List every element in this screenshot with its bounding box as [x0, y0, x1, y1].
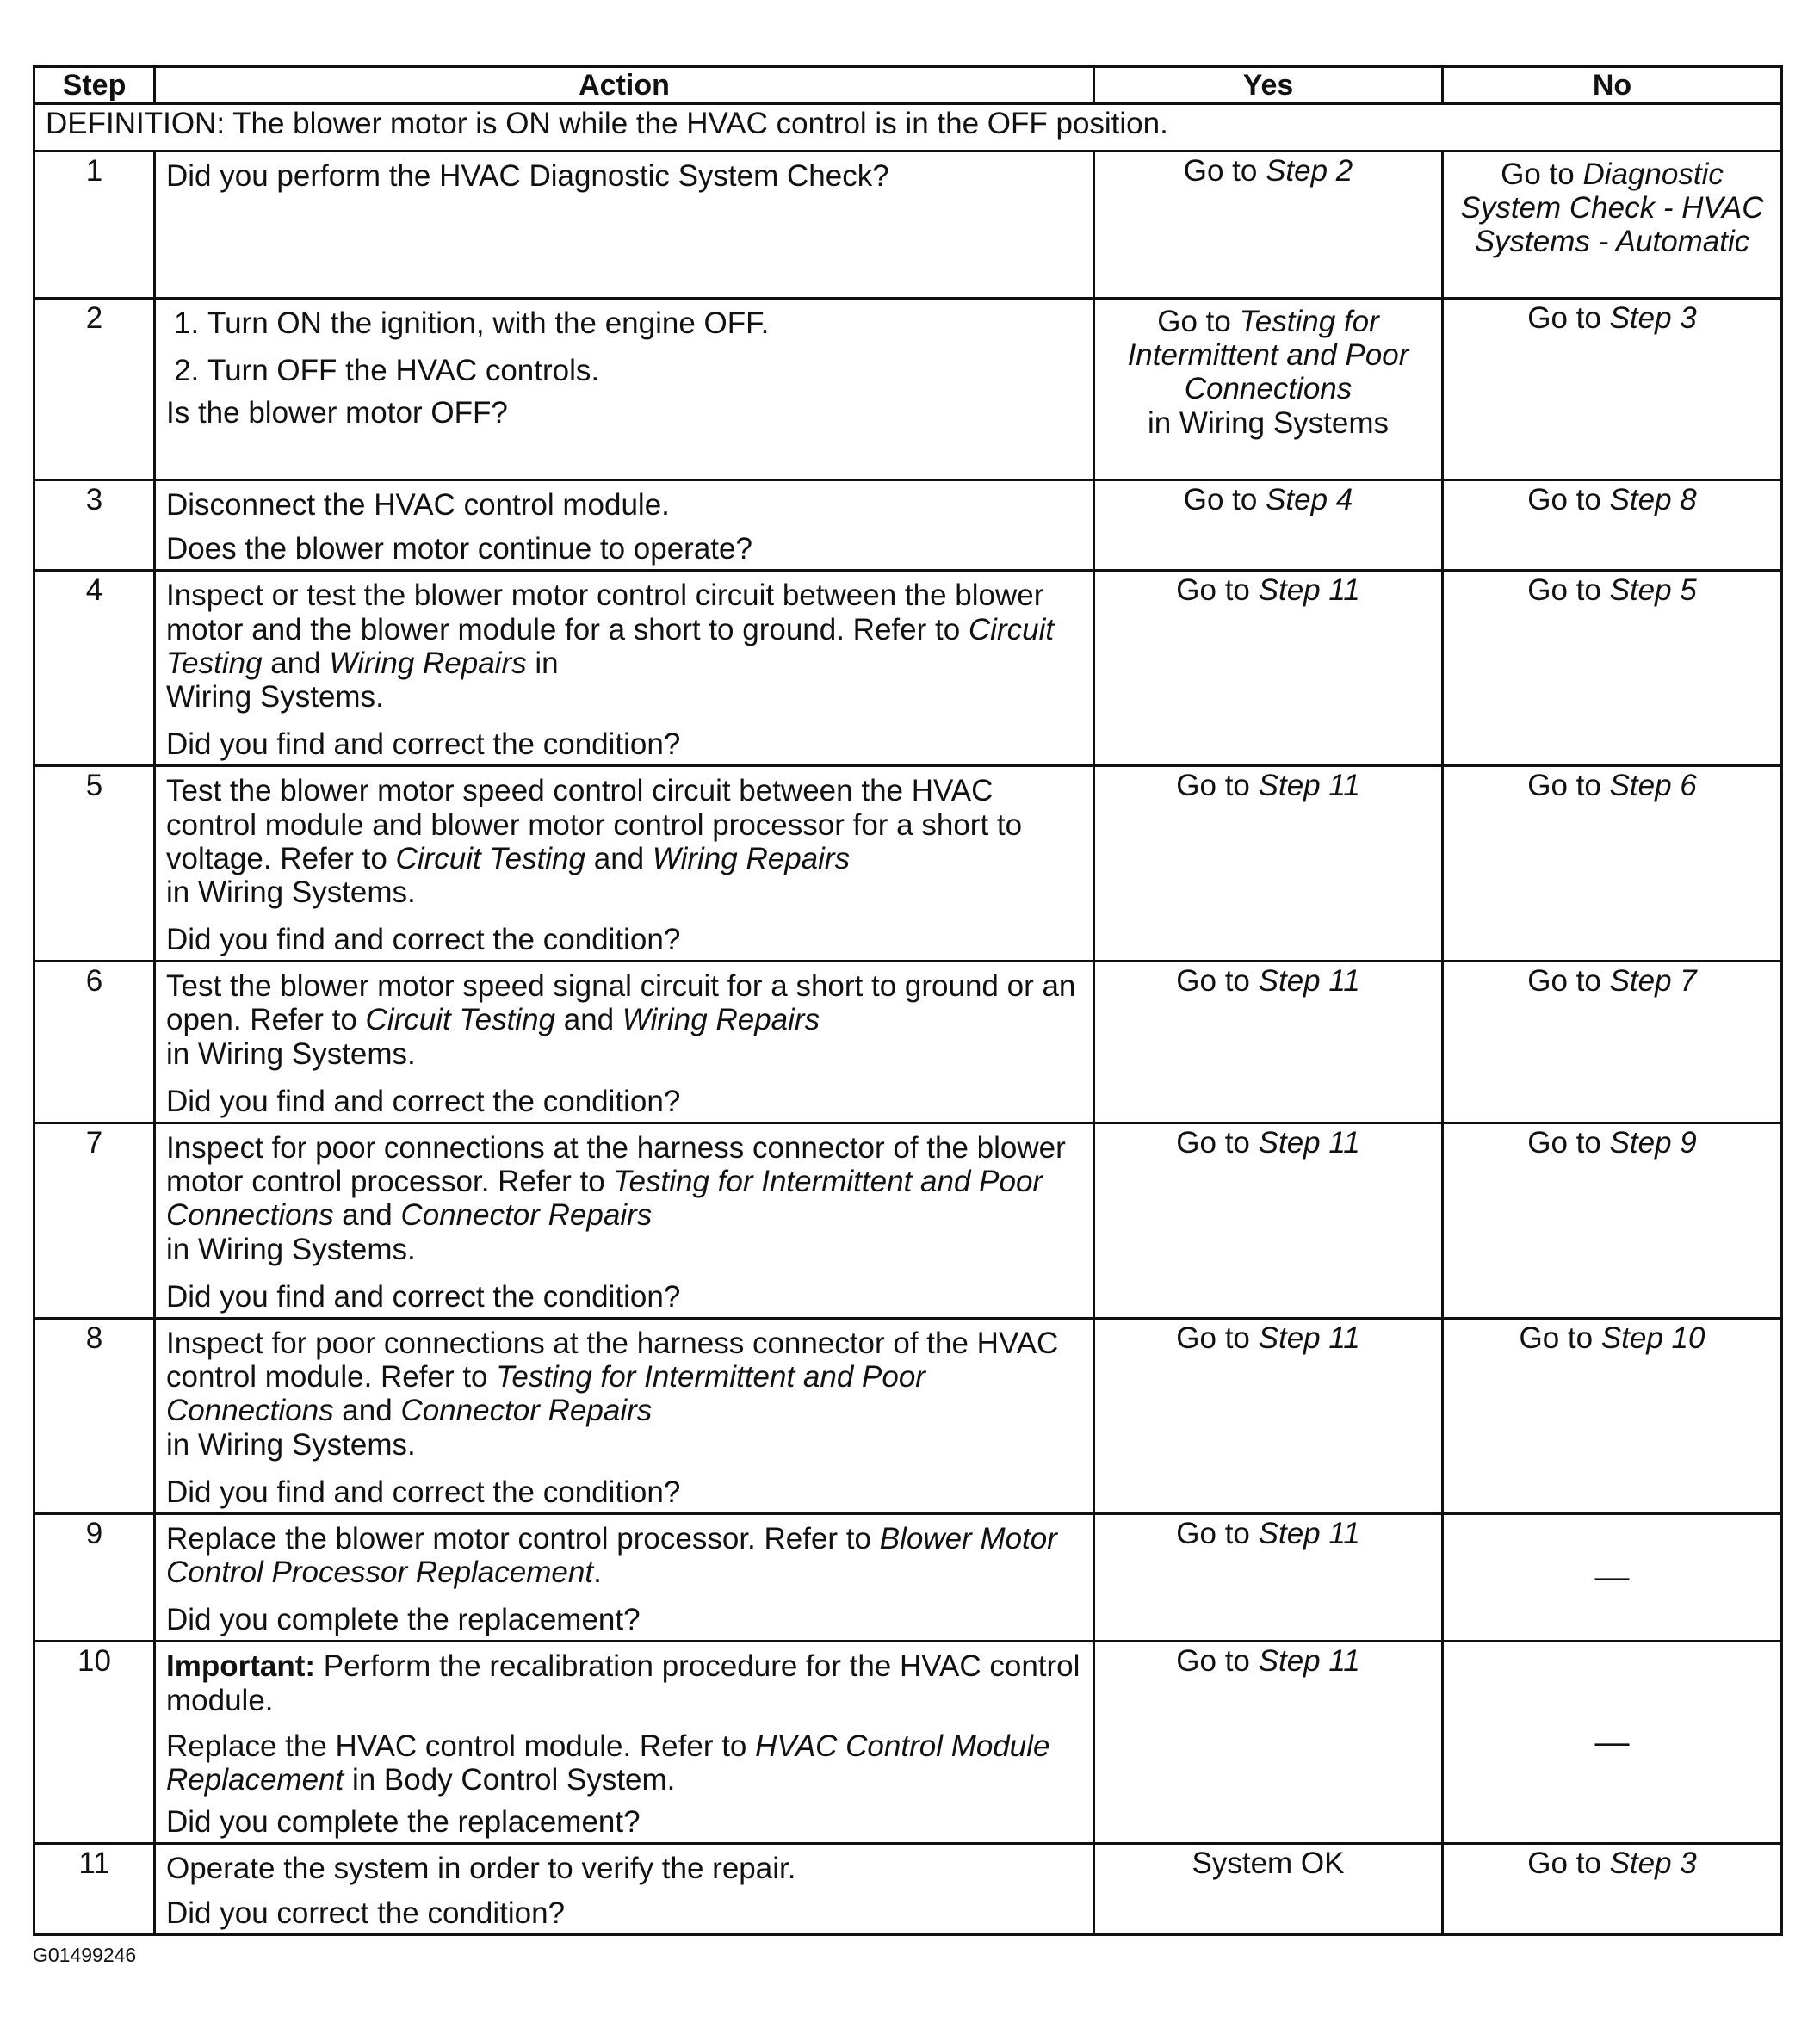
table-row: [34, 299, 1782, 480]
action-cell: [155, 962, 1094, 1123]
no-cell: [1443, 962, 1782, 1123]
action-text-b: and: [333, 1198, 401, 1233]
action-cell: [155, 1844, 1094, 1934]
action-text-a: Test the blower motor speed signal circuit for a short to ground or an open. Refer to: [166, 969, 1076, 1037]
action-text-a: Inspect for poor connections at the harness connector of the blower motor control processor. Refer to: [166, 1131, 1066, 1199]
reference-link[interactable]: HVAC Control Module Replacement: [166, 1729, 1050, 1797]
yes-prefix: Go to: [1176, 769, 1259, 803]
figure-id: G01499246: [33, 1944, 137, 1966]
table-row: [34, 1318, 1782, 1513]
yes-cell: [1094, 480, 1443, 571]
no-link[interactable]: Step 3: [1609, 1846, 1697, 1881]
table-row: [34, 571, 1782, 766]
action-text: [166, 774, 1082, 909]
yes-link[interactable]: Step 11: [1258, 1516, 1360, 1550]
action-text-b: and: [262, 646, 330, 680]
action-list: [166, 306, 1082, 387]
yes-link[interactable]: Step 11: [1258, 573, 1360, 608]
action-text: [166, 1729, 1082, 1797]
no-cell: [1443, 571, 1782, 766]
reference-link[interactable]: Circuit Testing: [365, 1003, 556, 1037]
yes-link[interactable]: Step 2: [1266, 154, 1353, 188]
important-note: [166, 1649, 1082, 1716]
reference-link[interactable]: Testing for Intermittent and Poor Connections: [166, 1360, 925, 1428]
action-text-b: in Body Control System.: [344, 1763, 676, 1797]
no-cell: [1443, 1318, 1782, 1513]
reference-link[interactable]: Circuit Testing: [166, 612, 1055, 680]
yes-suffix: in Wiring Systems: [1147, 405, 1390, 440]
header-step: Step: [34, 67, 155, 104]
no-cell: —: [1443, 1513, 1782, 1642]
important-text: Perform the recalibration procedure for the HVAC control module.: [166, 1649, 1080, 1717]
action-text-a: Inspect or test the blower motor control circuit between the blower motor and the blower module for a short to ground. Refer to: [166, 578, 1044, 646]
step-number: 2: [34, 299, 155, 480]
yes-link[interactable]: Step 4: [1266, 483, 1353, 516]
action-cell: [155, 1513, 1094, 1642]
header-no: No: [1443, 67, 1782, 104]
table-row: [34, 1844, 1782, 1934]
no-link[interactable]: Step 6: [1609, 769, 1697, 803]
table-row: [34, 1513, 1782, 1642]
yes-link[interactable]: Step 11: [1258, 1321, 1360, 1355]
table-row: [34, 962, 1782, 1123]
yes-cell: [1094, 962, 1443, 1123]
no-cell: [1443, 766, 1782, 962]
step-number: 10: [34, 1642, 155, 1844]
yes-prefix: Go to: [1176, 573, 1259, 608]
action-cell: [155, 1123, 1094, 1319]
yes-cell: [1094, 1513, 1443, 1642]
yes-cell: [1094, 299, 1443, 480]
action-cell: [155, 152, 1094, 299]
table-row: [34, 1123, 1782, 1319]
no-prefix: Go to: [1527, 769, 1610, 803]
action-text-d: Wiring Systems.: [166, 679, 384, 714]
yes-cell: [1094, 1318, 1443, 1513]
no-link[interactable]: Step 5: [1609, 573, 1697, 608]
action-text: [166, 1522, 1082, 1589]
no-cell: [1443, 152, 1782, 299]
no-prefix: Go to: [1527, 964, 1610, 999]
no-cell: [1443, 299, 1782, 480]
action-question: Is the blower motor OFF?: [166, 396, 508, 430]
yes-prefix: Go to: [1176, 1516, 1259, 1550]
no-cell: [1443, 1123, 1782, 1319]
action-text: Operate the system in order to verify the repair.: [166, 1852, 796, 1886]
action-question: Did you correct the condition?: [166, 1896, 566, 1930]
action-question: Did you find and correct the condition?: [166, 1084, 681, 1118]
header-action: Action: [155, 67, 1094, 104]
table-row: [34, 1642, 1782, 1844]
step-number: 3: [34, 480, 155, 571]
action-text-d: in Wiring Systems.: [166, 1036, 416, 1071]
no-link[interactable]: Step 3: [1609, 301, 1697, 335]
no-link[interactable]: Step 7: [1609, 964, 1697, 999]
action-text: Disconnect the HVAC control module.: [166, 488, 670, 522]
yes-cell: [1094, 571, 1443, 766]
yes-link[interactable]: Step 11: [1258, 769, 1360, 803]
action-cell: [155, 766, 1094, 962]
action-text-b: and: [585, 841, 653, 875]
step-number: 4: [34, 571, 155, 766]
reference-link[interactable]: Wiring Repairs: [652, 841, 851, 875]
step-number: 1: [34, 152, 155, 299]
yes-cell: [1094, 152, 1443, 299]
action-text-d: in Wiring Systems.: [166, 1427, 416, 1462]
action-question: Did you perform the HVAC Diagnostic System Check?: [166, 159, 889, 193]
no-link[interactable]: Step 10: [1600, 1321, 1705, 1355]
yes-cell: [1094, 1123, 1443, 1319]
header-yes: Yes: [1094, 67, 1443, 104]
step-number: 8: [34, 1318, 155, 1513]
no-prefix: Go to: [1527, 573, 1610, 608]
step-number: 11: [34, 1844, 155, 1934]
action-question: Does the blower motor continue to operate?: [166, 532, 752, 566]
action-text-a: Replace the blower motor control processor. Refer to: [166, 1521, 880, 1556]
no-prefix: Go to: [1527, 1846, 1610, 1881]
table-row: [34, 152, 1782, 299]
step-number: 7: [34, 1123, 155, 1319]
step-number: 5: [34, 766, 155, 962]
yes-cell: [1094, 766, 1443, 962]
action-cell: [155, 1642, 1094, 1844]
action-question: Did you find and correct the condition?: [166, 923, 681, 957]
yes-link[interactable]: Testing for Intermittent and Poor Connections: [1127, 305, 1409, 406]
reference-link[interactable]: Connector Repairs: [400, 1394, 653, 1428]
action-text-a: Replace the HVAC control module. Refer to: [166, 1729, 756, 1763]
yes-prefix: Go to: [1157, 305, 1240, 338]
step-number: 6: [34, 962, 155, 1123]
action-question: Did you complete the replacement?: [166, 1603, 641, 1637]
action-text: [166, 578, 1082, 714]
action-cell: [155, 1318, 1094, 1513]
definition-row: [34, 104, 1782, 152]
action-text-b: .: [593, 1556, 602, 1590]
no-link[interactable]: Diagnostic System Check - HVAC Systems - Automatic: [1460, 158, 1764, 259]
action-text-d: in Wiring Systems.: [166, 875, 416, 909]
yes-prefix: Go to: [1183, 154, 1266, 188]
definition-text: DEFINITION: The blower motor is ON while the HVAC control is in the OFF position.: [34, 104, 1782, 152]
reference-link[interactable]: Wiring Repairs: [329, 646, 527, 680]
table-header-row: [34, 67, 1782, 104]
list-item: 1. Turn ON the ignition, with the engine OFF.: [207, 306, 1082, 340]
action-question: Did you find and correct the condition?: [166, 727, 681, 762]
no-prefix: Go to: [1519, 1321, 1601, 1355]
action-cell: [155, 299, 1094, 480]
table-row: [34, 480, 1782, 571]
step-number: 9: [34, 1513, 155, 1642]
reference-link[interactable]: Circuit Testing: [395, 841, 586, 875]
yes-prefix: Go to: [1183, 483, 1266, 516]
no-prefix: Go to: [1527, 301, 1610, 335]
yes-prefix: Go to: [1176, 1321, 1259, 1355]
yes-cell: [1094, 1642, 1443, 1844]
action-cell: [155, 480, 1094, 571]
yes-link[interactable]: Step 11: [1258, 1644, 1360, 1679]
action-text-a: Test the blower motor speed control circuit between the HVAC control module and blower motor control processor for a short to voltage. Refer to: [166, 774, 1023, 875]
no-cell: [1443, 480, 1782, 571]
action-text: [166, 969, 1082, 1071]
no-cell: [1443, 1844, 1782, 1934]
reference-link[interactable]: Wiring Repairs: [622, 1003, 820, 1037]
action-text-b: and: [555, 1003, 622, 1037]
action-question: Did you complete the replacement?: [166, 1805, 641, 1840]
no-prefix: Go to: [1527, 483, 1610, 516]
no-link[interactable]: Step 9: [1609, 1126, 1697, 1160]
yes-cell: System OK: [1094, 1844, 1443, 1934]
reference-link[interactable]: Connector Repairs: [400, 1198, 653, 1233]
yes-prefix: Go to: [1176, 1644, 1259, 1679]
important-label: Important:: [166, 1649, 316, 1684]
table-row: [34, 766, 1782, 962]
action-text-c: in: [526, 646, 559, 680]
diagnostic-table: [33, 65, 1783, 1936]
action-text-a: Inspect for poor connections at the harness connector of the HVAC control module. Refer to: [166, 1326, 1059, 1395]
no-prefix: Go to: [1527, 1126, 1610, 1160]
yes-link[interactable]: Step 11: [1258, 1126, 1360, 1160]
no-prefix: Go to: [1501, 158, 1583, 191]
action-text: [166, 1327, 1082, 1462]
no-cell: —: [1443, 1642, 1782, 1844]
yes-prefix: Go to: [1176, 1126, 1259, 1160]
yes-prefix: Go to: [1176, 964, 1259, 999]
action-question: Did you find and correct the condition?: [166, 1475, 681, 1509]
no-link[interactable]: Step 8: [1609, 483, 1697, 516]
list-item: 2. Turn OFF the HVAC controls.: [207, 354, 1082, 387]
action-question: Did you find and correct the condition?: [166, 1279, 681, 1314]
yes-link[interactable]: Step 11: [1258, 964, 1360, 999]
action-cell: [155, 571, 1094, 766]
reference-link[interactable]: Blower Motor Control Processor Replacement: [166, 1521, 1057, 1590]
action-text-b: and: [333, 1394, 401, 1428]
action-text: [166, 1131, 1082, 1266]
reference-link[interactable]: Testing for Intermittent and Poor Connections: [166, 1165, 1043, 1233]
action-text-d: in Wiring Systems.: [166, 1232, 416, 1266]
